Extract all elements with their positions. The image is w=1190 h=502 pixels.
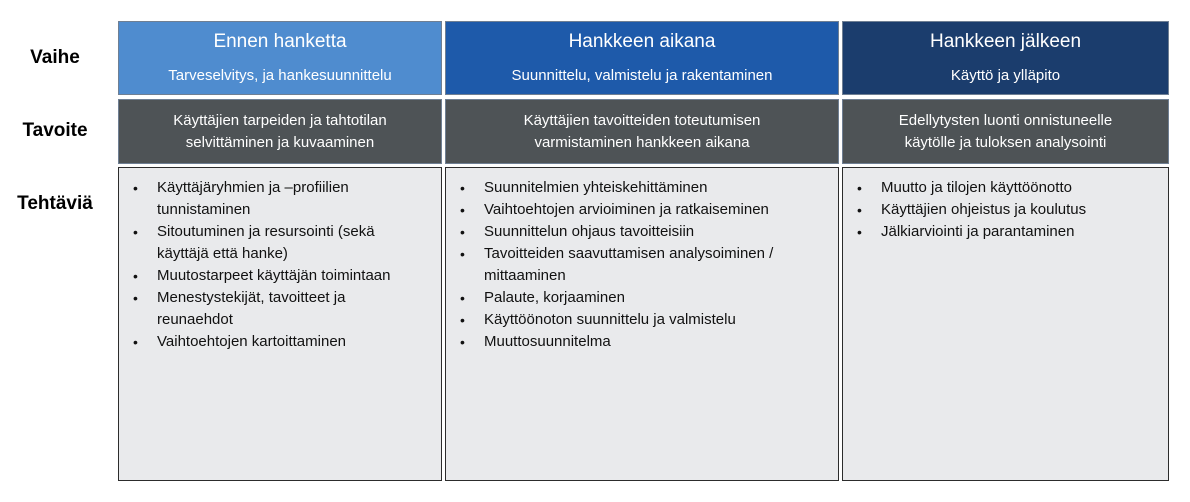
task-list bbox=[119, 168, 441, 353]
tasks-box-before bbox=[118, 167, 442, 481]
goal-line: Edellytysten luonti onnistuneelle bbox=[898, 111, 1113, 129]
list-item: • Käyttäjien ohjeistus ja koulutus bbox=[869, 199, 1168, 221]
phase-box-during bbox=[445, 21, 839, 95]
list-item: • Sitoutuminen ja resursointi (sekä käyttäjä että hanke) bbox=[145, 221, 441, 265]
goal-box-before bbox=[118, 99, 442, 164]
list-item: • Käyttäjäryhmien ja –profiilien tunnistaminen bbox=[145, 177, 441, 221]
row-label-phase: Vaihe bbox=[30, 47, 80, 68]
tasks-box-during bbox=[445, 167, 839, 481]
phase-box-before bbox=[118, 21, 442, 95]
list-item: • Menestystekijät, tavoitteet ja reunaehdot bbox=[145, 287, 441, 331]
list-item: • Vaihtoehtojen kartoittaminen bbox=[145, 331, 441, 353]
list-item: • Suunnitelmien yhteiskehittäminen bbox=[472, 177, 838, 199]
goal-line: varmistaminen hankkeen aikana bbox=[534, 133, 750, 151]
list-item: • Muutto ja tilojen käyttöönotto bbox=[869, 177, 1168, 199]
list-item: • Muutostarpeet käyttäjän toimintaan bbox=[145, 265, 441, 287]
list-item: • Käyttöönoton suunnittelu ja valmistelu bbox=[472, 309, 838, 331]
list-item: • Suunnittelun ohjaus tavoitteisiin bbox=[472, 221, 838, 243]
list-item: • Vaihtoehtojen arvioiminen ja ratkaiseminen bbox=[472, 199, 838, 221]
list-item: • Tavoitteiden saavuttamisen analysoiminen / mittaaminen bbox=[472, 243, 838, 287]
phase-subtitle: Käyttö ja ylläpito bbox=[950, 67, 1061, 84]
list-item: • Palaute, korjaaminen bbox=[472, 287, 838, 309]
phase-box-after bbox=[842, 21, 1169, 95]
phase-subtitle: Suunnittelu, valmistelu ja rakentaminen bbox=[511, 67, 773, 84]
phase-title: Ennen hanketta bbox=[213, 31, 347, 52]
phase-subtitle: Tarveselvitys, ja hankesuunnittelu bbox=[168, 67, 392, 84]
row-label-goal: Tavoite bbox=[22, 120, 88, 141]
goal-line: Käyttäjien tavoitteiden toteutumisen bbox=[523, 111, 761, 129]
phase-title: Hankkeen jälkeen bbox=[929, 31, 1082, 52]
goal-box-during bbox=[445, 99, 839, 164]
task-list bbox=[446, 168, 838, 353]
goal-box-after bbox=[842, 99, 1169, 164]
goal-line: selvittäminen ja kuvaaminen bbox=[185, 133, 375, 151]
list-item: • Muuttosuunnitelma bbox=[472, 331, 838, 353]
goal-line: Käyttäjien tarpeiden ja tahtotilan bbox=[173, 111, 387, 129]
phase-title: Hankkeen aikana bbox=[568, 31, 716, 52]
row-label-tasks: Tehtäviä bbox=[17, 193, 93, 214]
task-list bbox=[843, 168, 1168, 243]
tasks-box-after bbox=[842, 167, 1169, 481]
list-item: • Jälkiarviointi ja parantaminen bbox=[869, 221, 1168, 243]
goal-line: käytölle ja tuloksen analysointi bbox=[904, 133, 1107, 151]
